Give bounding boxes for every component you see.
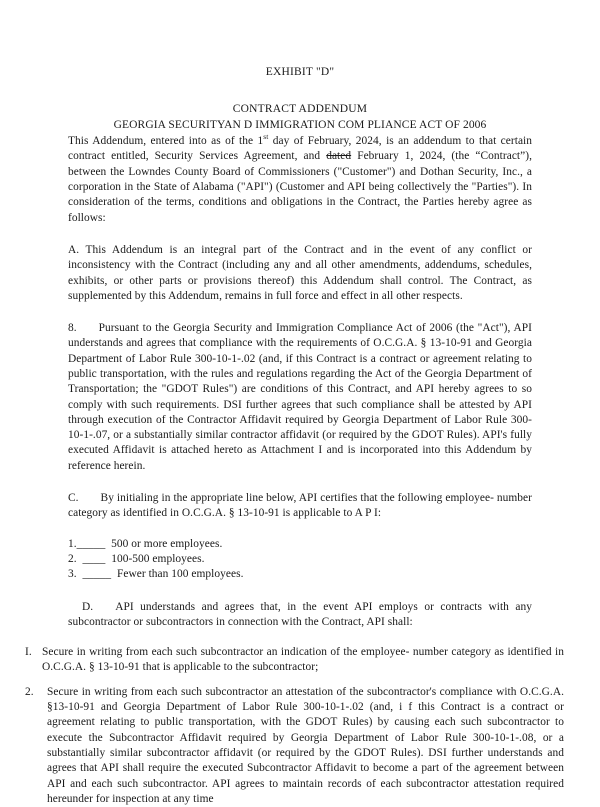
clause-8-text: Pursuant to the Georgia Security and Immigration Compliance Act of 2006 (the "Act"), API understands and agrees that compliance with the requirements of O.C.G.A. § 13-10-91 and Georgia Department of Labor Rule 300-10-1-.02 (and, if this Contract is a contract or agreement relating to public transportation, with the rules and regulations regarding the Act of the Georgia Department of Transportation; the "GDOT Rules") are conditions of this Contract, and API hereby agrees to so comply with such requirements. DSI further agrees that such compliance shall be attested by API through execution of the Contractor Affidavit required by Georgia Department of Labor Rule 300-10-1-.07, or a substantially similar contractor affidavit (or required by the GDOT Rules). API's fully executed Affidavit is attached hereto as Attachment I and is incorporated into this Addendum by reference herein. <box>68 322 532 472</box>
contract-title-line-1: CONTRACT ADDENDUM <box>232 102 368 115</box>
intro-part-3: February 1, 2024, (the “Contract”), between the Lowndes County Board of Commissioners ("Customer") and Dothan Security, Inc., a corporation in the State of Alabama ("API") (Customer and API being collectively the "Parties"). In consideration of the terms, conditions and obligations in the Contract, the Parties hereby agree as follows: <box>68 150 532 224</box>
struck-word-dated: dated <box>326 150 352 163</box>
subcontractor-requirements-list <box>0 645 600 807</box>
spacer <box>68 474 532 491</box>
spacer <box>68 304 532 321</box>
document-header <box>0 0 600 134</box>
list-item-marker: 2. <box>25 685 34 698</box>
exhibit-title: EXHIBIT "D" <box>265 66 335 78</box>
spacer <box>0 630 600 645</box>
clause-8-marker: 8. <box>68 322 77 335</box>
list-item <box>25 685 564 807</box>
list-item[interactable]: 3. _____ Fewer than 100 employees. <box>68 568 244 581</box>
intro-paragraph <box>68 134 532 226</box>
spacer <box>68 522 532 537</box>
spacer <box>68 226 532 243</box>
intro-part-2: day of February, 2024, is an addendum to that certain contract entitled, Security Services Agreement, and <box>68 135 533 163</box>
employee-category-list <box>68 537 532 583</box>
list-item[interactable]: 1._____ 500 or more employees. <box>68 537 223 550</box>
clause-d-marker: D. <box>82 600 94 613</box>
document-body <box>0 134 600 630</box>
list-item-text: Secure in writing from each such subcontractor an indication of the employee- number category as identified in O.C.G.A. § 13-10-91 that is applicable to the subcontractor; <box>42 646 564 674</box>
clause-d-text: API understands and agrees that, in the event API employs or contracts with any subcontractor or subcontractors in connection with the Contract, API shall: <box>68 600 532 628</box>
clause-c-marker: C. <box>68 492 79 505</box>
clause-c-paragraph <box>68 491 532 522</box>
clause-a-paragraph: A. This Addendum is an integral part of the Contract and in the event of any conflict or inconsistency with the Contract (including any and all other amendments, addendums, schedules, exhibits, or other parts or provisions thereof) this Addendum shall control. The Contract, as supplemented by this Addendum, remains in full force and effect in all other respects. <box>68 243 532 302</box>
spacer <box>68 583 532 600</box>
clause-d-paragraph <box>68 600 532 631</box>
clause-c-text: By initialing in the appropriate line below, API certifies that the following employee- number category as identified in O.C.G.A. § 13-10-91 is applicable to A P I: <box>68 492 532 520</box>
intro-part-1: This Addendum, entered into as of the 1 <box>68 135 264 148</box>
ordinal-superscript: st <box>263 132 269 142</box>
list-item <box>25 645 564 676</box>
clause-8-paragraph <box>68 321 532 474</box>
contract-title <box>0 101 600 134</box>
contract-title-line-2: GEORGIA SECURITYAN D IMMIGRATION COM PLIANCE ACT OF 2006 <box>113 119 487 132</box>
list-item-marker: I. <box>25 646 32 659</box>
list-item-text: Secure in writing from each such subcontractor an attestation of the subcontractor's compliance with O.C.G.A. §13-10-91 and Georgia Department of Labor Rule 300-10-1-.02 (and, i f this Contract is a contract or agreement relating to public transportation, with the GDOT Rules) by causing each such subcontractor to execute the Subcontractor Affidavit required by Georgia Department of Labor Rule 300-10-1-.08, or a substantially similar subcontractor affidavit (or required by the GDOT Rules). DSI further understands and agrees that API shall require the executed Subcontractor Affidavit to become a part of the agreement between API and each such subcontractor. API agrees to maintain records of each subcontractor attestation required hereunder for inspection at any time <box>47 685 564 805</box>
list-item[interactable]: 2. ____ 100-500 employees. <box>68 552 205 565</box>
